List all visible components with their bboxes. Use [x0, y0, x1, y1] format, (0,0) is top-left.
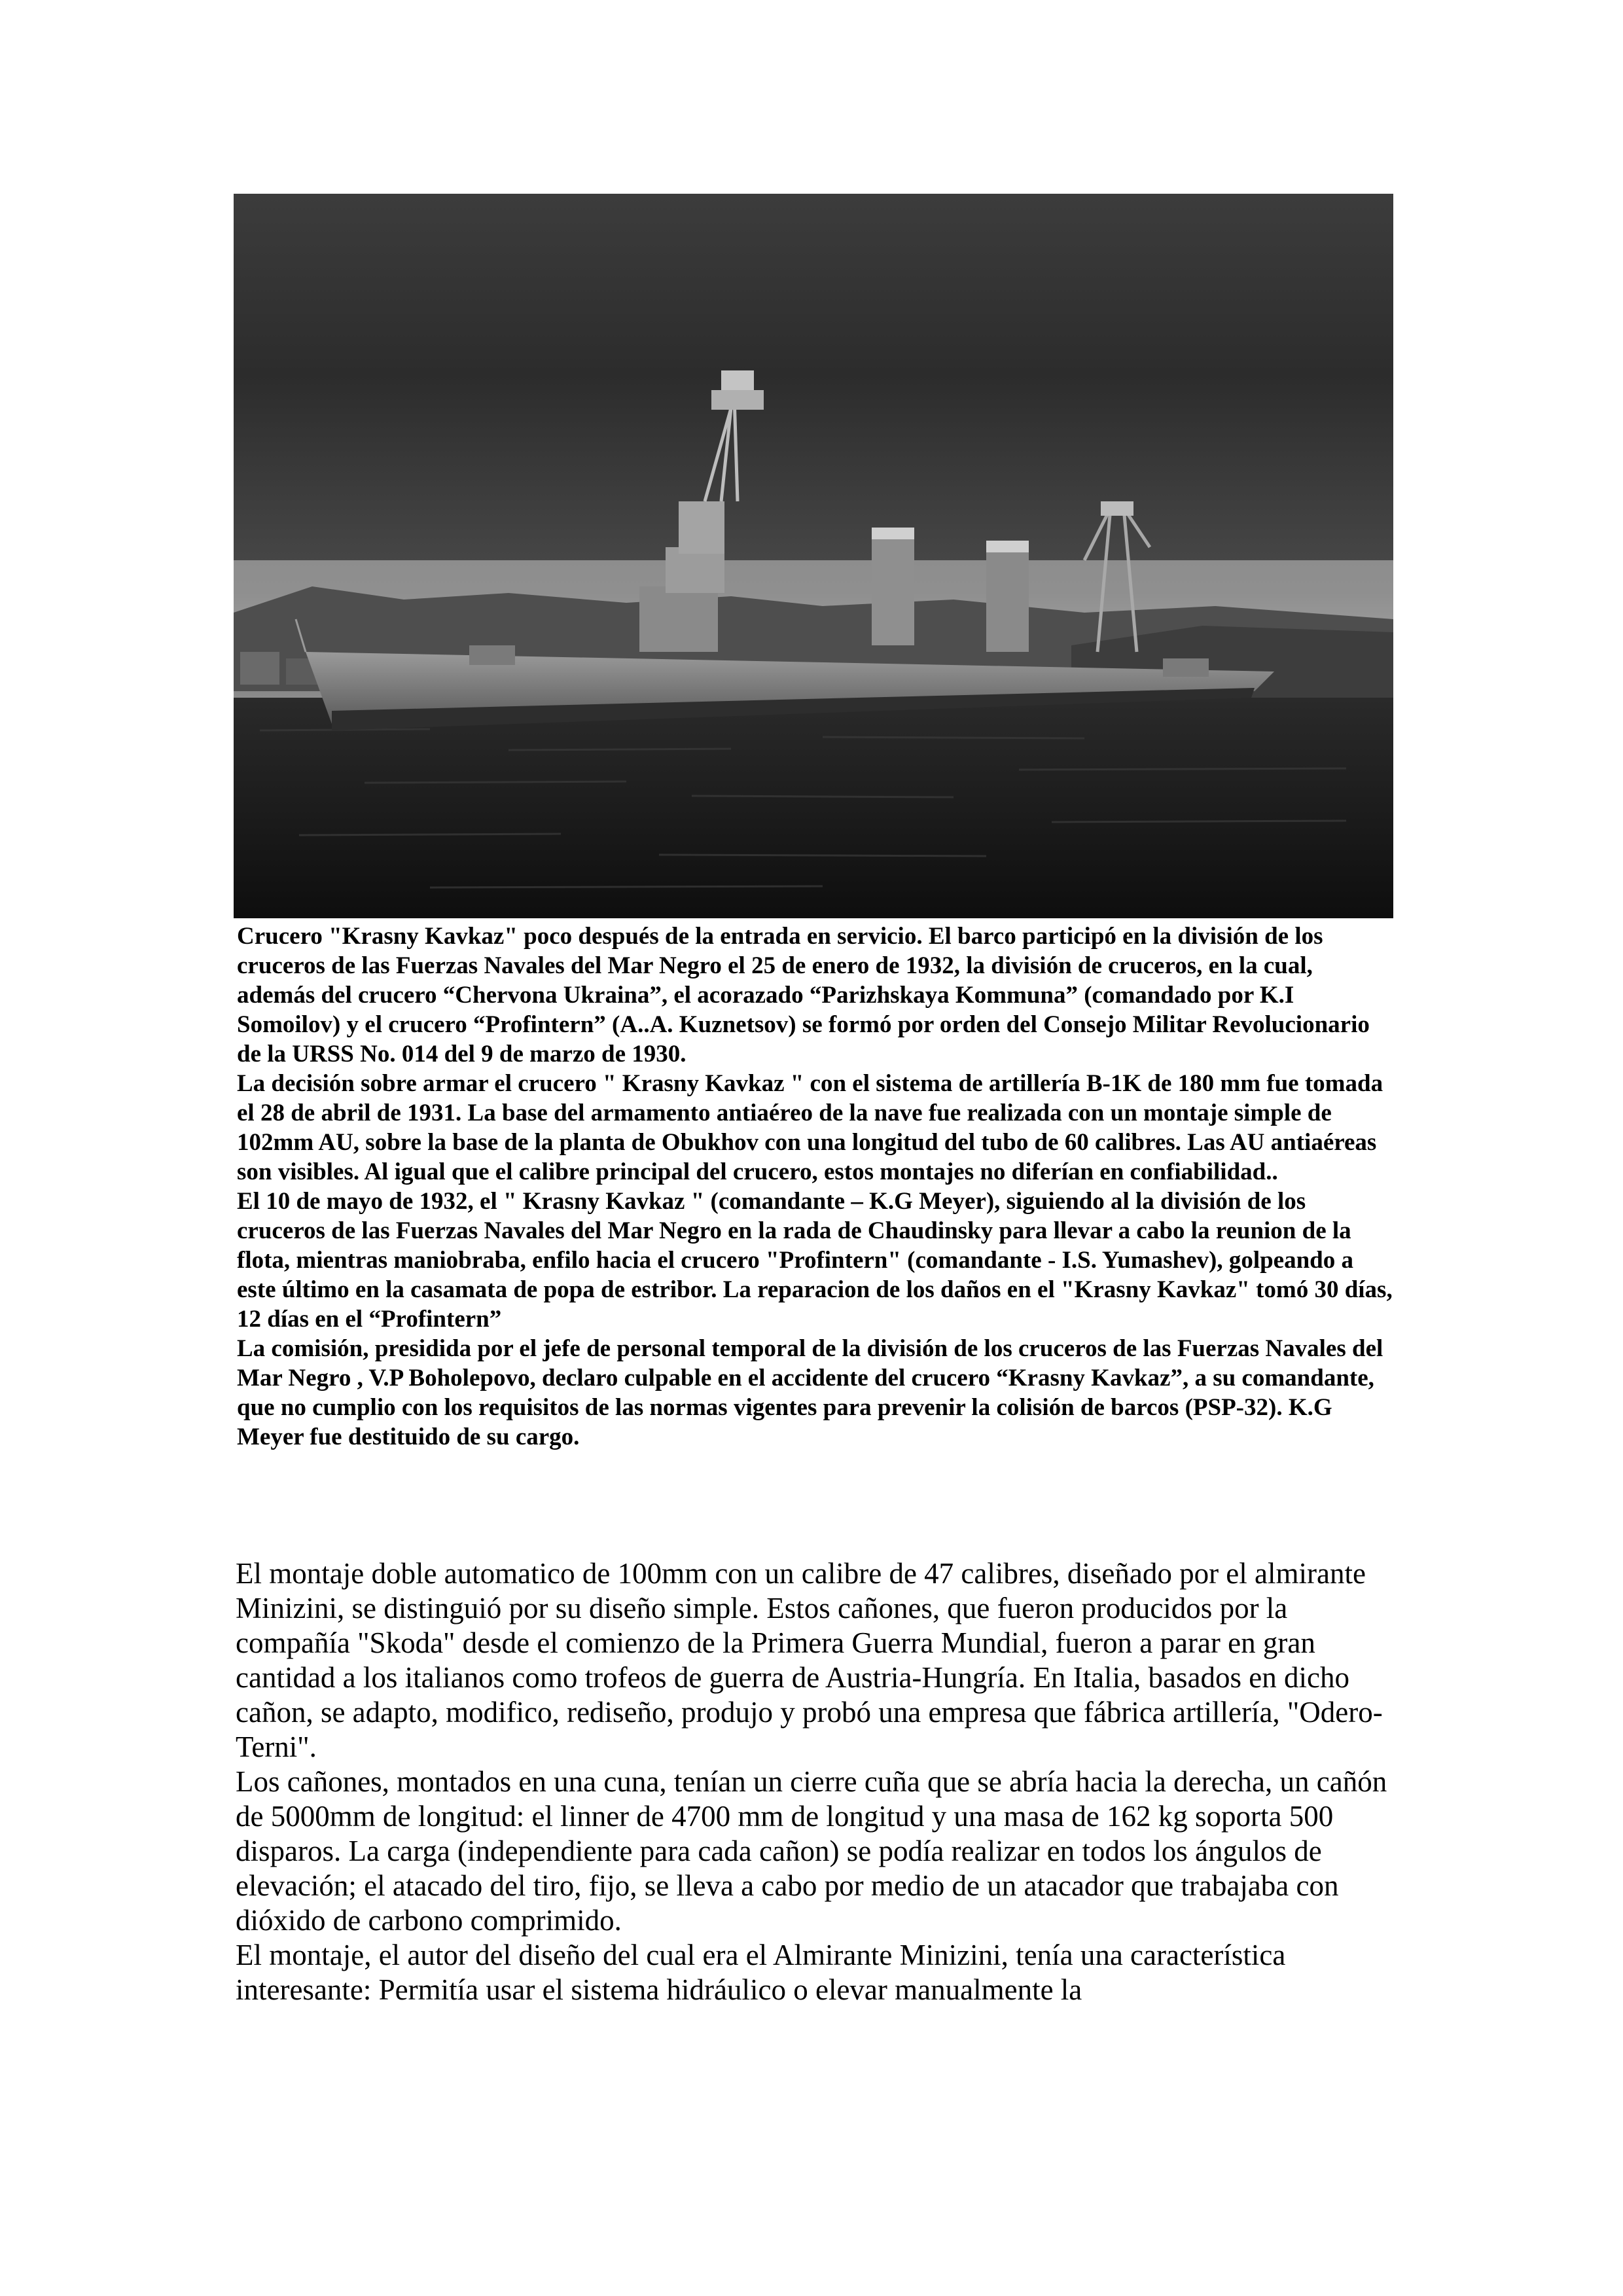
caption-paragraph: La comisión, presidida por el jefe de personal temporal de la división de los cruceros de las Fuerzas Navales del Mar Negro , V.P Boholepovo, declaro culpable en el accidente del crucero “Krasny Kavkaz”, a su comandante, que no cumplio con los requisitos de las normas vigentes para prevenir la colisión de barcos (PSP-32). K.G Meyer fue destituido de su cargo.: [237, 1335, 1383, 1450]
caption-paragraph: La decisión sobre armar el crucero " Krasny Kavkaz " con el sistema de artillería B-1K de 180 mm fue tomada el 28 de abril de 1931. La base del armamento antiaéreo de la nave fue realizada con un montaje simple de 102mm AU, sobre la base de la planta de Obukhov con una longitud del tubo de 60 calibres. Las AU antiaéreas son visibles. Al igual que el calibre principal del crucero, estos montajes no diferían en confiabilidad..: [237, 1070, 1383, 1185]
caption-paragraph: Crucero "Krasny Kavkaz" poco después de la entrada en servicio. El barco participó en la división de los cruceros de las Fuerzas Navales del Mar Negro el 25 de enero de 1932, la división de cruceros, en la cual, además del crucero “Chervona Ukraina”, el acorazado “Parizhskaya Kommuna” (comandado por K.I Somoilov) y el crucero “Profintern” (A..A. Kuznetsov) se formó por orden del Consejo Militar Revolucionario de la URSS No. 014 del 9 de marzo de 1930.: [237, 923, 1370, 1067]
body-paragraph: El montaje doble automatico de 100mm con un calibre de 47 calibres, diseñado por el almirante Minizini, se distinguió por su diseño simple. Estos cañones, que fueron producidos por la compañía "Skoda" desde el comienzo de la Primera Guerra Mundial, fueron a parar en gran cantidad a los italianos como trofeos de guerra de Austria-Hungría. En Italia, basados en dicho cañon, se adapto, modifico, rediseño, produjo y probó una empresa que fábrica artillería, "Odero-Terni".: [236, 1557, 1383, 1763]
body-paragraph: El montaje, el autor del diseño del cual era el Almirante Minizini, tenía una característica interesante: Permitía usar el sistema hidráulico o elevar manualmente la: [236, 1939, 1286, 2006]
photo-caption: [237, 922, 1395, 1452]
body-paragraph: Los cañones, montados en una cuna, tenían un cierre cuña que se abría hacia la derecha, un cañón de 5000mm de longitud: el linner de 4700 mm de longitud y una masa de 162 kg soporta 500 disparos. La carga (independiente para cada cañon) se podía realizar en todos los ángulos de elevación; el atacado del tiro, fijo, se lleva a cabo por medio de un atacador que trabajaba con dióxido de carbono comprimido.: [236, 1765, 1387, 1937]
cruiser-photo: [234, 194, 1393, 918]
caption-paragraph: El 10 de mayo de 1932, el " Krasny Kavkaz " (comandante – K.G Meyer), siguiendo al la división de los cruceros de las Fuerzas Navales del Mar Negro en la rada de Chaudinsky para llevar a cabo la reunion de la flota, mientras maniobraba, enfilo hacia el crucero "Profintern" (comandante - I.S. Yumashev), golpeando a este último en la casamata de popa de estribor. La reparacion de los daños en el "Krasny Kavkaz" tomó 30 días, 12 días en el “Profintern”: [237, 1188, 1393, 1333]
cruiser-photo-graphic: [234, 194, 1393, 918]
body-text: [236, 1556, 1400, 2007]
